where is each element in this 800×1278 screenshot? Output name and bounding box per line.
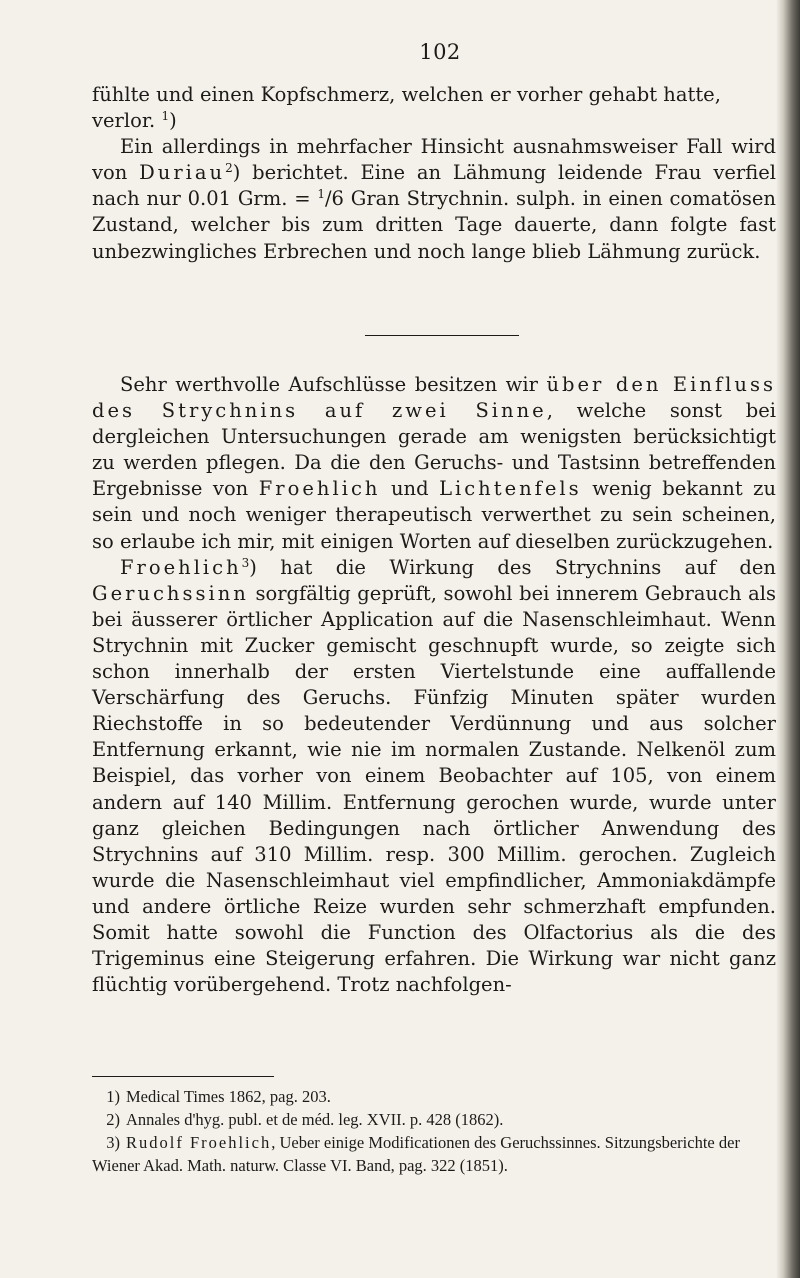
line-text: verlor. (92, 109, 162, 133)
author-name: Froehlich (120, 555, 242, 579)
emphasis-spaced: über den Einfluss des Strychnins auf zwei Sinne (92, 373, 776, 423)
book-spine-shadow (776, 0, 800, 1278)
footnote-text: , Ueber einige Modificationen des Geruchssinnes. Sitzungsberichte der Wiener Akad. Math. naturw. Classe VI. Band, pag. 322 (1851). (92, 1133, 740, 1175)
footnote-number: 1) (106, 1087, 120, 1106)
footnote-ref: 1 (161, 109, 170, 124)
paragraph-intro (92, 372, 776, 555)
page-number: 102 (419, 40, 461, 64)
paragraph-froehlich (92, 555, 776, 999)
fraction-slash: / (324, 187, 332, 211)
footnote-2 (92, 1109, 776, 1132)
fraction-numerator: 1 (317, 187, 325, 202)
footnote-3 (92, 1132, 776, 1177)
section-divider (365, 335, 519, 336)
text-run: ) berichtet. Eine an Lähmung leidende Frau verfiel nach nur 0.01 Grm. = (92, 161, 776, 211)
text-run: Gran Strychnin. sulph. in einen comatösen Zustand, welcher bis zum dritten Tage dauerte, dann folgte fast unbezwingliches Erbrechen und noch lange blieb Lähmung zurück. (92, 187, 776, 263)
footnote-divider (92, 1076, 274, 1077)
text-block-main (92, 372, 776, 998)
text-run: wenig bekannt zu sein und noch weniger therapeutisch verwerthet zu sein scheinen, so erlaube ich mir, mit einigen Worten auf dieselben zurückzugehen. (92, 477, 777, 553)
text-run: , welche sonst bei dergleichen Untersuchungen gerade am wenigsten berücksichtigt zu werden pflegen. Da die den Geruchs- und Tastsinn betreffenden Ergebnisse von (92, 399, 776, 501)
text-block-top (92, 82, 776, 265)
text-run: Ein allerdings in mehrfacher Hinsicht ausnahmsweiser Fall wird von (92, 135, 776, 185)
footnote-ref: 2 (225, 161, 233, 176)
text-run: ) hat die Wirkung des Strychnins auf den (249, 555, 776, 579)
footnote-1 (92, 1086, 776, 1109)
author-name: Rudolf Froehlich (126, 1133, 272, 1152)
footnote-text: Medical Times 1862, pag. 203. (126, 1087, 331, 1106)
text-run: Sehr werthvolle Aufschlüsse besitzen wir (120, 373, 547, 396)
text-run: und (380, 477, 440, 501)
text-run: sorgfältig geprüft, sowohl bei innerem Gebrauch als bei äusserer örtlicher Application auf die Nasenschleimhaut. Wenn Strychnin mit Zucker gemischt geschnupft wurde, so zeigte sich schon innerhalb der ersten Viertelstunde eine auffallende Verschärfung des Geruchs. Fünfzig Minuten später wurden Riechstoffe in so bedeutender Verdünnung und aus solcher Entfernung erkannt, wie nie im normalen Zustande. Nelkenöl zum Beispiel, das vorher von einem Beobachter auf 105, von einem andern auf 140 Millim. Entfernung gerochen wurde, wurde unter ganz gleichen Bedingungen nach örtlicher Anwendung des Strychnins auf 310 Millim. resp. 300 Millim. gerochen. Zugleich wurde die Nasenschleimhaut viel empfindlicher, Ammoniakdämpfe und andere örtliche Reize wurden sehr schmerzhaft empfunden. Somit hatte sowohl die Function des Olfactorius als die des Trigeminus eine Steigerung erfahren. Die Wirkung war nicht ganz flüchtig vorübergehend. Trotz nachfolgen- (92, 581, 776, 997)
line-text: fühlte und einen Kopfschmerz, welchen er vorher gehabt hatte, (92, 83, 721, 106)
footnote-number: 3) (106, 1133, 120, 1152)
footnote-text: Annales d'hyg. publ. et de méd. leg. XVII. p. 428 (1862). (126, 1110, 504, 1129)
fraction-denominator: 6 (331, 187, 344, 211)
emphasis-spaced: Geruchssinn (92, 581, 249, 605)
line-text: ) (169, 109, 177, 133)
author-name: Duriau (139, 161, 226, 185)
author-name: Lichtenfels (439, 477, 582, 501)
paragraph-duriau (92, 134, 776, 264)
footnote-number: 2) (106, 1110, 120, 1129)
author-name: Froehlich (258, 477, 381, 501)
paragraph-continuation (92, 82, 776, 134)
footnote-ref: 3 (241, 555, 250, 570)
